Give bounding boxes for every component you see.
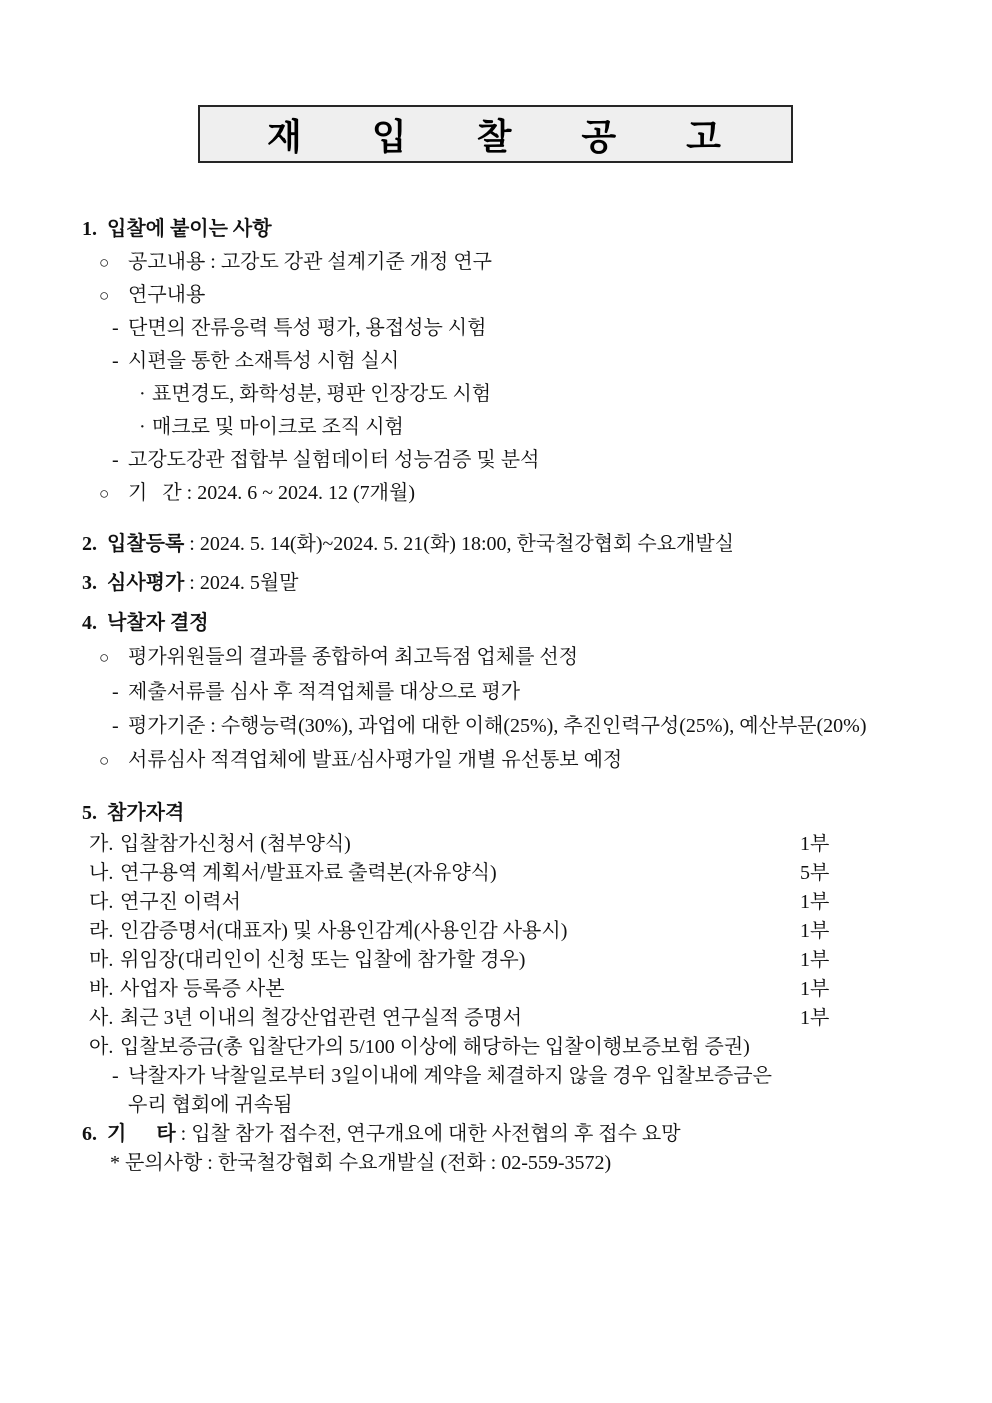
doc-row-label: 사.: [89, 1007, 114, 1029]
section-heading: [0, 528, 992, 561]
dot-bullet: ·: [139, 416, 146, 438]
list-item: [0, 444, 992, 477]
list-item: [0, 1091, 992, 1120]
list-item: [0, 477, 992, 510]
list-item-text: 연구내용: [128, 284, 206, 306]
doc-row-text: 위임장(대리인이 신청 또는 입찰에 참가할 경우): [120, 949, 526, 971]
doc-row-label: 다.: [89, 891, 114, 913]
section-label: 심사평가: [107, 572, 185, 594]
doc-row-label: 라.: [89, 920, 114, 942]
doc-row-text: 연구진 이력서: [120, 891, 241, 913]
doc-row-text: 사업자 등록증 사본: [120, 978, 285, 1000]
document-title: 재 입 찰 공 고: [267, 116, 724, 157]
circle-bullet: ○: [99, 648, 110, 667]
list-item: [0, 411, 992, 444]
list-item: [0, 709, 992, 743]
doc-row: [0, 975, 992, 1004]
doc-row: [0, 946, 992, 975]
circle-bullet: ○: [99, 286, 110, 305]
doc-row-count: 1부: [800, 978, 830, 1000]
section-text: : 2024. 5월말: [184, 572, 299, 594]
section-number: 4.: [82, 612, 97, 634]
doc-row-count: 1부: [800, 891, 830, 913]
section-5: [0, 797, 992, 1120]
list-item-text: 단면의 잔류응력 특성 평가, 용접성능 시험: [128, 317, 487, 339]
doc-row: [0, 1004, 992, 1033]
list-item-text: 공고내용 : 고강도 강관 설계기준 개정 연구: [128, 251, 492, 273]
list-item: [0, 1062, 992, 1091]
doc-row: [0, 859, 992, 888]
section-heading: [0, 213, 992, 246]
list-item: [0, 345, 992, 378]
dash-bullet: -: [112, 1065, 119, 1087]
doc-row-label: 나.: [89, 862, 114, 884]
doc-row: [0, 917, 992, 946]
doc-row-count: 1부: [800, 920, 830, 942]
section-heading: [0, 1120, 992, 1149]
list-item: [0, 246, 992, 279]
title-box: [198, 105, 793, 163]
section-number: 3.: [82, 572, 97, 594]
list-item-text: 기 간 : 2024. 6 ~ 2024. 12 (7개월): [128, 482, 415, 504]
section-label: 입찰등록: [107, 533, 185, 555]
section-6: [0, 1120, 992, 1178]
list-item-text: 시편을 통한 소재특성 시험 실시: [128, 350, 400, 372]
section-4: [0, 607, 992, 778]
list-item-text: 표면경도, 화학성분, 평판 인장강도 시험: [152, 383, 492, 405]
list-item-text: 매크로 및 마이크로 조직 시험: [152, 416, 404, 438]
section-number: 5.: [82, 802, 97, 824]
list-item-text: 서류심사 적격업체에 발표/심사평가일 개별 유선통보 예정: [128, 749, 623, 771]
list-item: [0, 743, 992, 778]
document-body: [0, 213, 992, 1178]
doc-row-text: 최근 3년 이내의 철강산업관련 연구실적 증명서: [120, 1007, 523, 1029]
doc-row-label: 바.: [89, 978, 114, 1000]
section-title: 참가자격: [107, 802, 185, 824]
circle-bullet: ○: [99, 484, 110, 503]
section-3: [0, 567, 992, 600]
doc-row-count: 1부: [800, 833, 830, 855]
list-item-text: 우리 협회에 귀속됨: [128, 1094, 293, 1116]
doc-row-text: 입찰보증금(총 입찰단가의 5/100 이상에 해당하는 입찰이행보증보험 증권): [120, 1036, 750, 1058]
doc-row-label: 아.: [89, 1036, 114, 1058]
section-text: : 입찰 참가 접수전, 연구개요에 대한 사전협의 후 접수 요망: [175, 1123, 681, 1145]
doc-row-text: 연구용역 계획서/발표자료 출력본(자유양식): [120, 862, 497, 884]
dash-bullet: -: [112, 350, 119, 372]
circle-bullet: ○: [99, 253, 110, 272]
list-item-text: 고강도강관 접합부 실험데이터 성능검증 및 분석: [128, 449, 540, 471]
section-2: [0, 528, 992, 561]
doc-row-count: 5부: [800, 862, 830, 884]
list-item-text: 평가위원들의 결과를 종합하여 최고득점 업체를 선정: [128, 646, 579, 668]
dash-bullet: -: [112, 449, 119, 471]
dash-bullet: -: [112, 715, 119, 737]
list-item: [0, 279, 992, 312]
dot-bullet: ·: [139, 383, 146, 405]
section-label: 기 타: [107, 1123, 176, 1145]
list-item-text: 제출서류를 심사 후 적격업체를 대상으로 평가: [128, 681, 521, 703]
section-heading: [0, 797, 992, 830]
section-text: : 2024. 5. 14(화)~2024. 5. 21(화) 18:00, 한국철강협회 수요개발실: [184, 533, 735, 555]
doc-row-count: 1부: [800, 949, 830, 971]
section-number: 2.: [82, 533, 97, 555]
doc-row-text: 입찰참가신청서 (첨부양식): [120, 833, 351, 855]
section-title: 입찰에 붙이는 사항: [107, 218, 272, 240]
doc-row: [0, 1033, 992, 1062]
note-line: [0, 1149, 992, 1178]
doc-row-text: 인감증명서(대표자) 및 사용인감계(사용인감 사용시): [120, 920, 568, 942]
section-1: [0, 213, 992, 510]
doc-row-label: 마.: [89, 949, 114, 971]
list-item: [0, 675, 992, 709]
section-title: 낙찰자 결정: [107, 612, 209, 634]
section-number: 6.: [82, 1123, 97, 1145]
doc-row: [0, 830, 992, 859]
note-text: * 문의사항 : 한국철강협회 수요개발실 (전화 : 02-559-3572): [110, 1152, 612, 1174]
doc-row-label: 가.: [89, 833, 114, 855]
section-number: 1.: [82, 218, 97, 240]
list-item-text: 평가기준 : 수행능력(30%), 과업에 대한 이해(25%), 추진인력구성(25%), 예산부문(20%): [128, 715, 867, 737]
list-item: [0, 378, 992, 411]
list-item-text: 낙찰자가 낙찰일로부터 3일이내에 계약을 체결하지 않을 경우 입찰보증금은: [128, 1065, 772, 1087]
doc-row-count: 1부: [800, 1007, 830, 1029]
circle-bullet: ○: [99, 751, 110, 770]
list-item: [0, 312, 992, 345]
list-item: [0, 640, 992, 675]
dash-bullet: -: [112, 681, 119, 703]
section-heading: [0, 567, 992, 600]
dash-bullet: -: [112, 317, 119, 339]
doc-row: [0, 888, 992, 917]
section-heading: [0, 607, 992, 640]
